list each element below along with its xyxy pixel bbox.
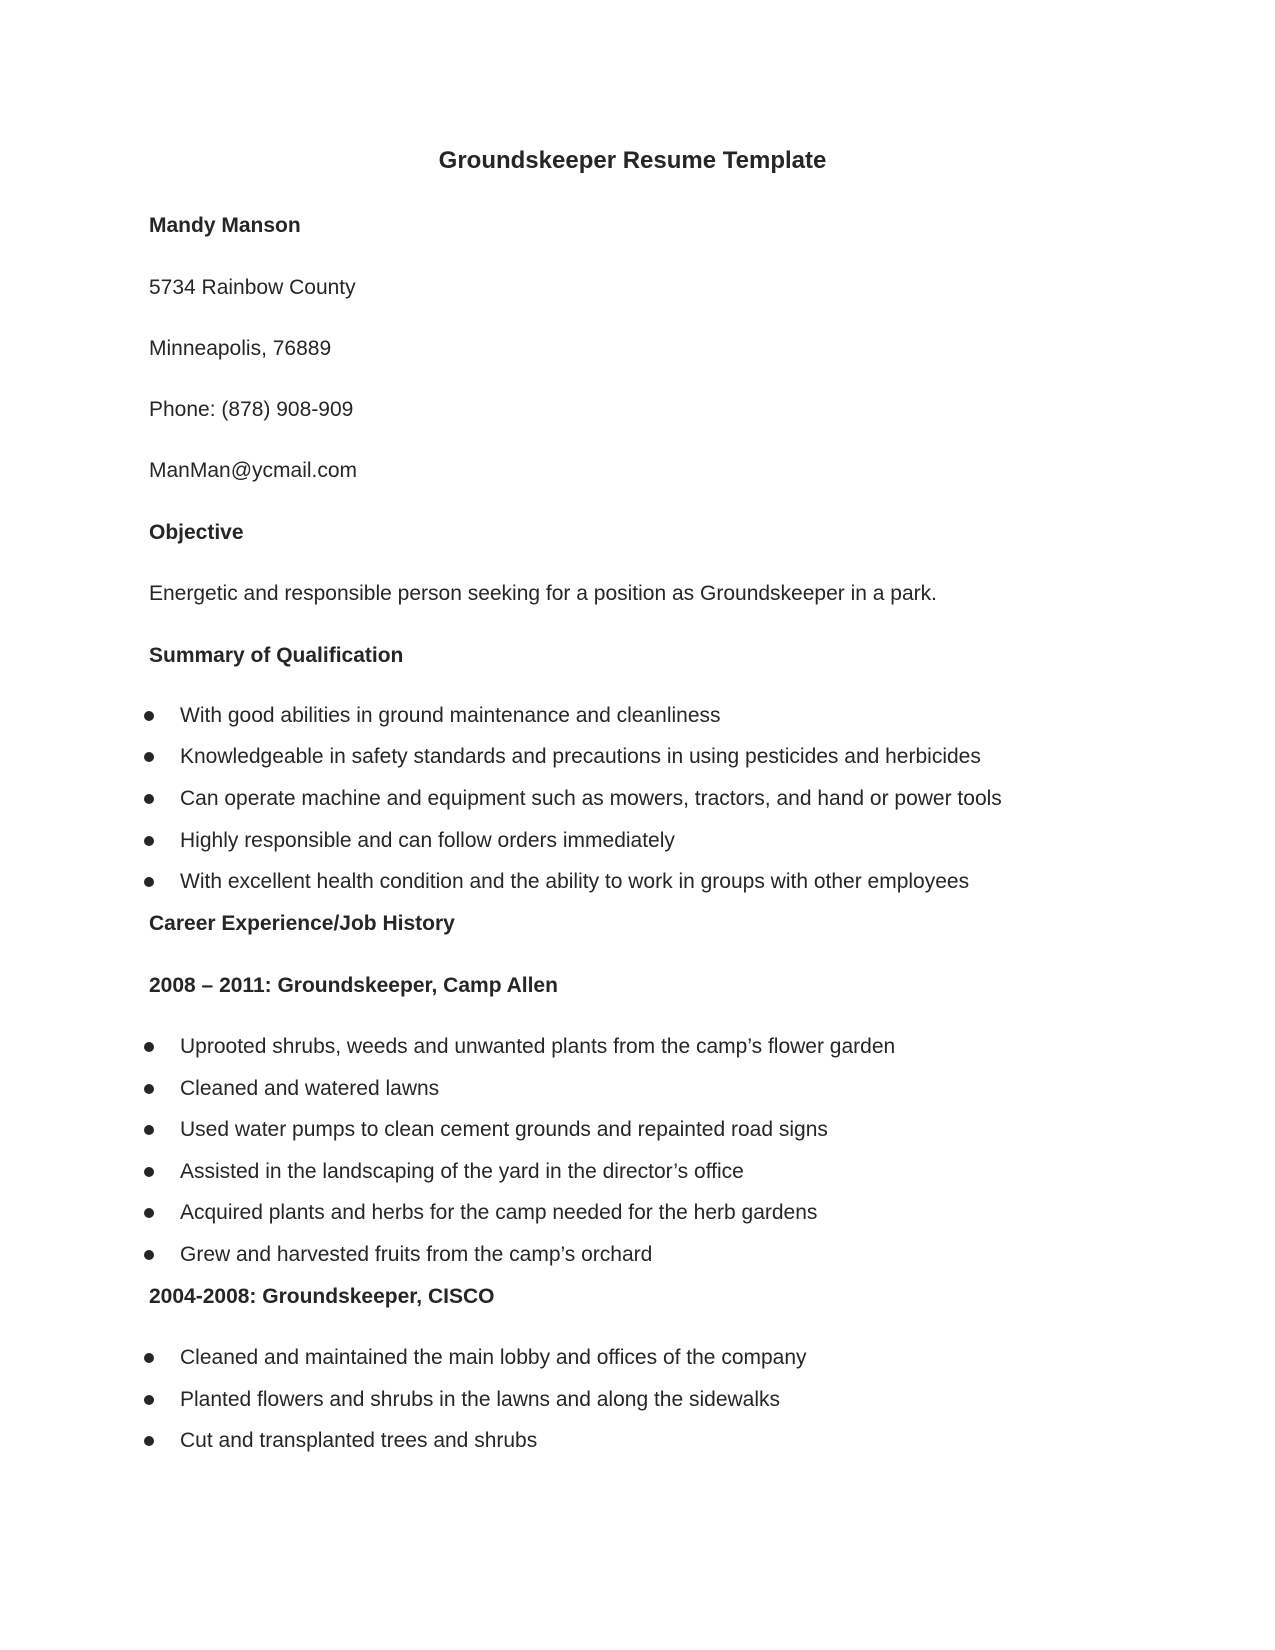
qualification-item: Can operate machine and equipment such as mowers, tractors, and hand or power tools	[180, 787, 1002, 810]
job-title: 2008 – 2011: Groundskeeper, Camp Allen	[149, 974, 558, 997]
bullet-icon	[144, 1084, 154, 1094]
bullet-icon	[144, 1208, 154, 1218]
job-duty-item: Used water pumps to clean cement grounds and repainted road signs	[180, 1118, 828, 1141]
job-duty-item: Planted flowers and shrubs in the lawns and along the sidewalks	[180, 1388, 781, 1411]
objective-text: Energetic and responsible person seeking for a position as Groundskeeper in a park.	[149, 582, 937, 605]
contact-name: Mandy Manson	[149, 214, 301, 237]
job-duty-item: Assisted in the landscaping of the yard in the director’s office	[180, 1160, 744, 1183]
job-duty-item: Cleaned and maintained the main lobby and offices of the company	[180, 1346, 807, 1369]
bullet-icon	[144, 711, 154, 721]
qualifications-heading: Summary of Qualification	[149, 644, 404, 667]
bullet-icon	[144, 1167, 154, 1177]
job-duty-item: Cleaned and watered lawns	[180, 1077, 440, 1100]
bullet-icon	[144, 1250, 154, 1260]
bullet-icon	[144, 836, 154, 846]
job-duty-item: Uprooted shrubs, weeds and unwanted plants from the camp’s flower garden	[180, 1035, 896, 1058]
bullet-icon	[144, 1436, 154, 1446]
job-duty-item: Acquired plants and herbs for the camp needed for the herb gardens	[180, 1201, 818, 1224]
contact-city: Minneapolis, 76889	[149, 337, 332, 360]
bullet-icon	[144, 1353, 154, 1363]
objective-heading: Objective	[149, 521, 244, 544]
job-duty-item: Cut and transplanted trees and shrubs	[180, 1429, 538, 1452]
contact-email: ManMan@ycmail.com	[149, 459, 358, 482]
bullet-icon	[144, 1125, 154, 1135]
document-title: Groundskeeper Resume Template	[438, 147, 827, 174]
experience-heading: Career Experience/Job History	[149, 912, 455, 935]
contact-address: 5734 Rainbow County	[149, 276, 356, 299]
qualification-item: With excellent health condition and the ability to work in groups with other employees	[180, 870, 970, 893]
bullet-icon	[144, 1042, 154, 1052]
job-duty-item: Grew and harvested fruits from the camp’s orchard	[180, 1243, 653, 1266]
bullet-icon	[144, 752, 154, 762]
bullet-icon	[144, 794, 154, 804]
bullet-icon	[144, 1395, 154, 1405]
bullet-icon	[144, 877, 154, 887]
qualification-item: Knowledgeable in safety standards and precautions in using pesticides and herbicides	[180, 745, 981, 768]
job-title: 2004-2008: Groundskeeper, CISCO	[149, 1285, 495, 1308]
qualification-item: Highly responsible and can follow orders immediately	[180, 829, 675, 852]
qualification-item: With good abilities in ground maintenance and cleanliness	[180, 704, 721, 727]
contact-phone: Phone: (878) 908-909	[149, 398, 354, 421]
